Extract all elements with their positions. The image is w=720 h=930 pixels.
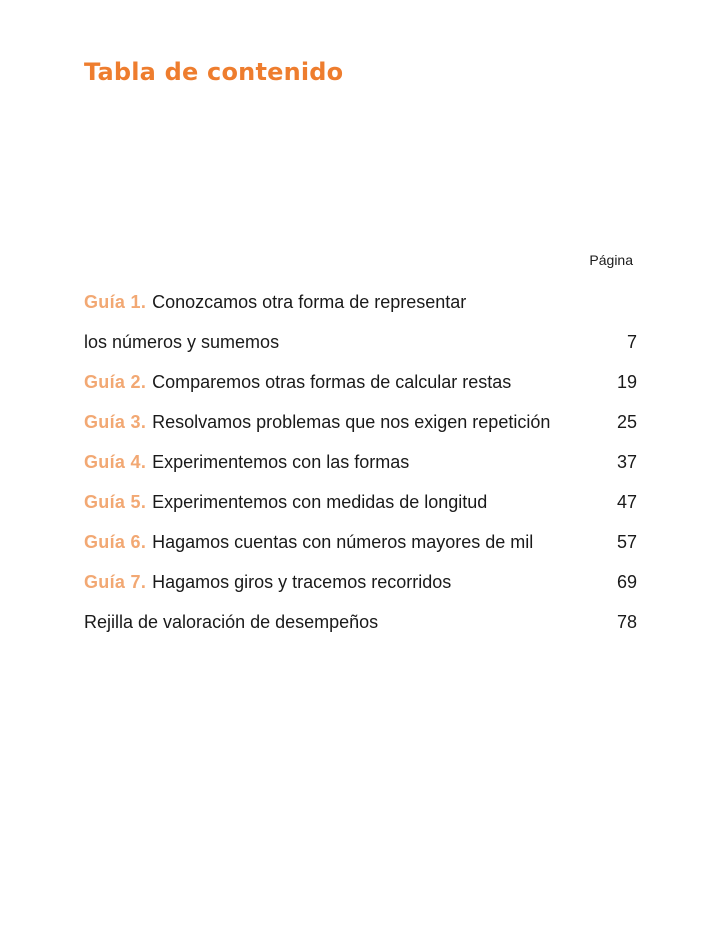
table-of-contents — [84, 282, 637, 642]
toc-entry-guide-4[interactable] — [84, 442, 637, 482]
entry-page-number: 7 — [626, 332, 637, 352]
entry-title: Hagamos giros y tracemos recorridos — [152, 572, 452, 592]
entry-title: Rejilla de valoración de desempeños — [84, 612, 379, 632]
guide-label: Guía 7. — [84, 572, 147, 592]
entry-title: Experimentemos con las formas — [152, 452, 410, 472]
toc-entry-guide-1-continued[interactable] — [84, 322, 637, 362]
toc-entry-guide-5[interactable] — [84, 482, 637, 522]
entry-title: Resolvamos problemas que nos exigen repetición — [152, 412, 551, 432]
entry-title: Experimentemos con medidas de longitud — [152, 492, 488, 512]
entry-page-number: 47 — [616, 492, 637, 512]
guide-label: Guía 2. — [84, 372, 147, 392]
guide-label: Guía 3. — [84, 412, 147, 432]
guide-label: Guía 6. — [84, 532, 147, 552]
entry-page-number: 78 — [616, 612, 637, 632]
toc-entry-guide-1[interactable] — [84, 282, 637, 322]
entry-title: los números y sumemos — [84, 332, 280, 352]
guide-label: Guía 4. — [84, 452, 147, 472]
entry-page-number: 19 — [616, 372, 637, 392]
toc-entry-guide-2[interactable] — [84, 362, 637, 402]
entry-page-number: 37 — [616, 452, 637, 472]
guide-label: Guía 5. — [84, 492, 147, 512]
page-column-header: Página — [589, 252, 633, 268]
toc-entry-assessment-rubric[interactable] — [84, 602, 637, 642]
entry-title: Comparemos otras formas de calcular restas — [152, 372, 512, 392]
toc-entry-guide-3[interactable] — [84, 402, 637, 442]
page-title: Tabla de contenido — [84, 58, 344, 86]
entry-page-number: 69 — [616, 572, 637, 592]
guide-label: Guía 1. — [84, 292, 147, 312]
entry-page-number: 57 — [616, 532, 637, 552]
entry-title: Hagamos cuentas con números mayores de mil — [152, 532, 534, 552]
toc-entry-guide-7[interactable] — [84, 562, 637, 602]
entry-page-number: 25 — [616, 412, 637, 432]
toc-entry-guide-6[interactable] — [84, 522, 637, 562]
entry-title: Conozcamos otra forma de representar — [152, 292, 467, 312]
